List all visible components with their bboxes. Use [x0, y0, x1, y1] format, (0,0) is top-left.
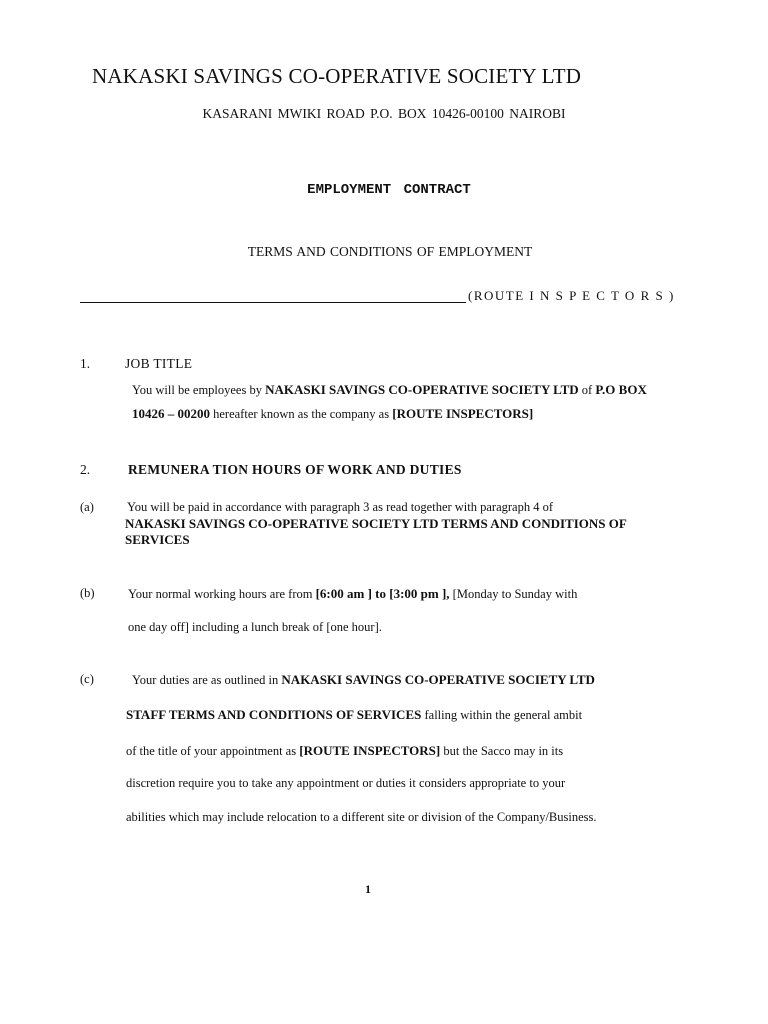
section-2-heading: REMUNERA TION HOURS OF WORK AND DUTIES — [128, 462, 462, 477]
po-box-label: P.O BOX — [595, 382, 647, 397]
clause-b-label: (b) — [80, 586, 95, 600]
society-name-inline: NAKASKI SAVINGS CO-OPERATIVE SOCIETY LTD — [265, 382, 579, 397]
section-2-number: 2. — [80, 462, 91, 477]
clause-a-line-2: NAKASKI SAVINGS CO-OPERATIVE SOCIETY LTD TERMS AND CONDITIONS OF — [125, 516, 627, 531]
society-name-inline: NAKASKI SAVINGS CO-OPERATIVE SOCIETY LTD — [281, 672, 595, 687]
page-number: 1 — [365, 882, 371, 896]
po-box-number: 10426 – 00200 — [132, 406, 210, 421]
section-1-number: 1. — [80, 356, 91, 371]
text-span: of — [578, 383, 596, 397]
contract-title: EMPLOYMENT CONTRACT — [307, 182, 471, 198]
clause-a-label: (a) — [80, 500, 94, 514]
clause-a-line-3: SERVICES — [125, 532, 190, 547]
text-span: Your normal working hours are from — [128, 587, 316, 601]
text-span: of the title of your appointment as — [126, 744, 300, 758]
blank-name-line — [80, 302, 466, 303]
text-span: falling within the general ambit — [421, 708, 583, 722]
clause-c-line-4: discretion require you to take any appointment or duties it considers appropriate to your — [126, 776, 566, 790]
working-hours-value: [6:00 am ] to [3:00 pm ], — [315, 586, 450, 601]
route-inspectors-label: (ROUTE I N S P E C T O R S ) — [468, 288, 675, 303]
staff-terms-inline: STAFF TERMS AND CONDITIONS OF SERVICES — [126, 707, 422, 722]
clause-c-line-2 — [126, 707, 582, 723]
address-line: KASARANI MWIKI ROAD P.O. BOX 10426-00100 NAIROBI — [202, 106, 566, 121]
clause-a-line-1: You will be paid in accordance with paragraph 3 as read together with paragraph 4 of — [127, 500, 554, 514]
clause-c-line-1 — [132, 672, 595, 688]
text-span: You will be employees by — [132, 383, 266, 397]
clause-c-label: (c) — [80, 672, 94, 686]
clause-c-line-3 — [126, 743, 563, 759]
section-1-heading: JOB TITLE — [125, 356, 193, 371]
clause-c-line-5: abilities which may include relocation to a different site or division of the Company/Business. — [126, 810, 597, 824]
text-span: hereafter known as the company as — [210, 407, 393, 421]
clause-b-line-1 — [128, 586, 577, 602]
society-name-title: NAKASKI SAVINGS CO-OPERATIVE SOCIETY LTD — [92, 64, 582, 88]
section-1-line-2 — [132, 406, 533, 422]
text-span: but the Sacco may in its — [440, 744, 564, 758]
route-inspectors-inline: [ROUTE INSPECTORS] — [392, 406, 534, 421]
route-inspectors-inline: [ROUTE INSPECTORS] — [299, 743, 441, 758]
section-1-line-1 — [132, 382, 647, 398]
text-span: Your duties are as outlined in — [132, 673, 282, 687]
terms-title: TERMS AND CONDITIONS OF EMPLOYMENT — [247, 244, 533, 259]
clause-b-line-2: one day off] including a lunch break of [one hour]. — [128, 620, 382, 634]
text-span: [Monday to Sunday with — [449, 587, 578, 601]
